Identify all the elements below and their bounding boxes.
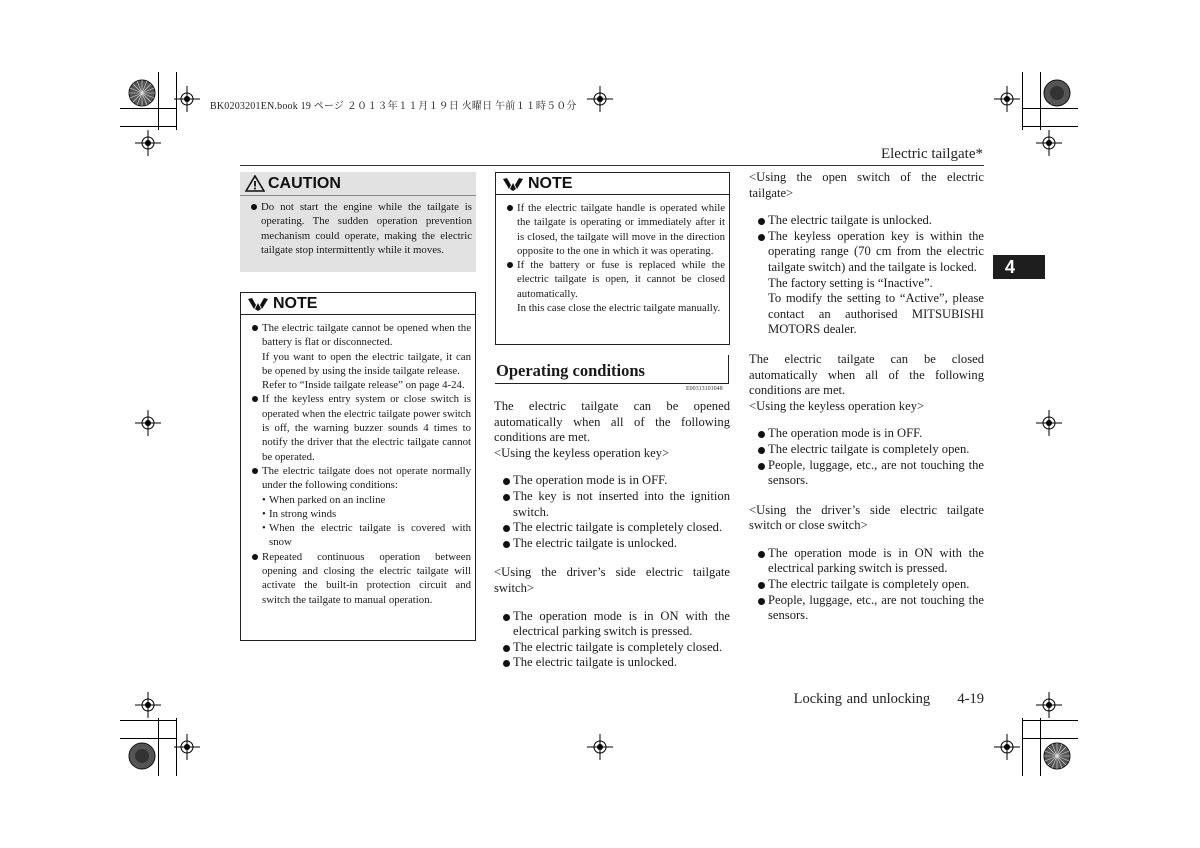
condition-item: The electric tailgate is completely closed. [502,520,730,536]
section-title: Electric tailgate* [880,146,983,162]
condition-list [749,546,984,624]
note-subtext: If you want to open the electric tailgate, it can be opened by using the inside tailgate release. [262,350,471,377]
condition-item: The electric tailgate is completely open. [757,577,984,593]
note-hands-icon [501,176,525,192]
condition-item: The electric tailgate is unlocked. [502,655,730,671]
crosshair-icon [135,410,161,436]
caution-body [240,196,476,261]
condition-subtext: To modify the setting to “Active”, please contact an authorised MITSUBISHI MOTORS dealer. [768,291,984,337]
crosshair-icon [174,734,200,760]
note-header [496,173,729,195]
condition-label: <Using the driver’s side electric tailgate switch or close switch> [749,502,984,533]
registration-star-icon [1042,78,1072,108]
crosshair-icon [135,692,161,718]
registration-star-icon [127,78,157,108]
header-rule [240,165,984,166]
crosshair-icon [587,734,613,760]
note-subtext: In this case close the electric tailgate manually. [517,302,721,315]
note-item: Repeated continuous operation between opening and closing the electric tailgate will activate the built-in protection circuit and switch the tailgate to manual operation. [251,550,471,607]
print-job-header: BK0203201EN.book 19 ページ ２０１３年１１月１９日 火曜日 午前１１時５０分 [210,101,577,112]
crosshair-icon [135,130,161,156]
crosshair-icon [1036,130,1062,156]
condition-item: The operation mode is in ON with the electrical parking switch is pressed. [502,609,730,640]
condition-item: The operation mode is in ON with the electrical parking switch is pressed. [757,546,984,577]
paragraph: The electric tailgate can be closed automatically when all of the following conditions are met. [749,351,984,398]
note-subitem: • In strong winds [262,507,337,520]
condition-item: The operation mode is in OFF. [502,473,730,489]
chapter-tab: 4 [993,255,1045,279]
note-item: If the keyless entry system or close switch is operated when the electric tailgate power switch is off, the warning buzzer sounds 4 times to notify the driver that the electric tailgate cannot be operated. [251,392,471,463]
crosshair-icon [994,86,1020,112]
condition-label: <Using the keyless operation key> [494,445,670,460]
note-subitem: • When parked on an incline [262,493,386,506]
warning-icon [245,175,265,192]
note-item: The electric tailgate cannot be opened when the battery is flat or disconnected. [251,321,471,350]
condition-item: The electric tailgate is completely closed. [502,640,730,656]
condition-item: The electric tailgate is unlocked. [502,536,730,552]
note-item: The electric tailgate does not operate normally under the following conditions: [251,464,471,493]
note-subitem: • When the electric tailgate is covered with snow [262,522,471,549]
caution-item: Do not start the engine while the tailgate is operating. The sudden operation prevention mechanism could operate, making the electric tailgate stop intermittently while it moves. [250,200,472,257]
note-box-middle [495,172,730,345]
page-number: 4-19 [957,691,984,707]
note-hands-icon [246,296,270,312]
operating-conditions-heading: Operating conditions [495,355,729,384]
right-column [749,170,984,624]
registration-star-icon [127,741,157,771]
condition-item: The keyless operation key is within the operating range (70 cm from the electric tailgate switch) and the tailgate is locked. [757,229,984,276]
condition-list [494,473,730,551]
condition-item: The electric tailgate is completely open. [757,442,984,458]
condition-list [749,213,984,338]
note-header [241,293,475,315]
note-item: If the electric tailgate handle is operated while the tailgate is operating or immediately after it is closed, the tailgate will move in the direction opposite to the one in which it was operating. [506,201,725,258]
caution-heading: CAUTION [268,174,341,192]
note-heading: NOTE [528,174,573,192]
crosshair-icon [174,86,200,112]
condition-item: The electric tailgate is unlocked. [757,213,984,229]
condition-label: <Using the driver’s side electric tailgate switch> [494,565,730,595]
crosshair-icon [1036,410,1062,436]
condition-label: <Using the open switch of the electric tailgate> [749,170,984,200]
condition-list [494,609,730,671]
condition-item: The key is not inserted into the ignition switch. [502,489,730,520]
operating-conditions-column [494,399,730,671]
condition-item: People, luggage, etc., are not touching the sensors. [757,593,984,624]
document-code: E00313101048 [686,386,723,392]
paragraph: The electric tailgate can be opened automatically when all of the following conditions are met. [494,399,730,445]
note-subtext: Refer to “Inside tailgate release” on page 4-24. [262,379,465,392]
caution-header [240,172,476,196]
note-body [241,315,475,611]
condition-list [749,426,984,488]
note-box-left [240,292,476,641]
condition-item: People, luggage, etc., are not touching the sensors. [757,458,984,489]
caution-box [240,172,476,272]
footer-section: Locking and unlocking [793,691,931,707]
note-heading: NOTE [273,294,318,312]
condition-item: The operation mode is in OFF. [757,426,984,442]
note-body [496,195,729,319]
page-footer [794,691,984,708]
note-item: If the battery or fuse is replaced while the electric tailgate is open, it cannot be closed automatically. [506,258,725,301]
condition-subtext: The factory setting is “Inactive”. [768,275,933,290]
crosshair-icon [1036,692,1062,718]
crosshair-icon [587,86,613,112]
crosshair-icon [994,734,1020,760]
registration-star-icon [1042,741,1072,771]
condition-label: <Using the keyless operation key> [749,398,925,413]
